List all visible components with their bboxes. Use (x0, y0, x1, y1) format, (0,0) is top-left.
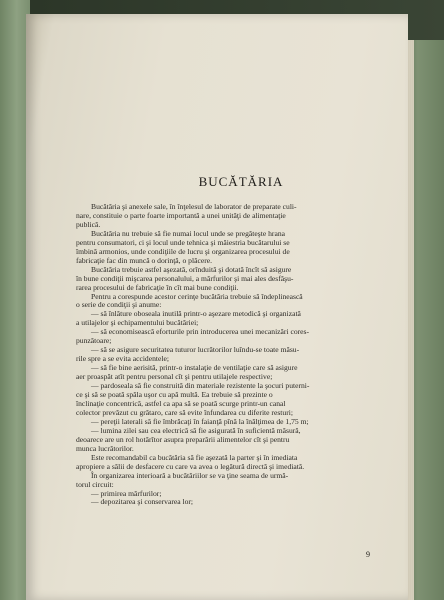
text-line: — depozitarea şi conservarea lor; (91, 497, 194, 507)
text-line: în bune condiţii mişcarea personalului, a mărfurilor şi mai ales desfăşu- (76, 273, 294, 283)
page-content (76, 174, 406, 507)
text-line: — lumina zilei sau cea electrică să fie asigurată în suficientă măsură, (91, 425, 301, 435)
text-line: ce şi să se poată spăla uşor cu apă multă. Ea trebuie să prezinte o (76, 390, 273, 400)
book-page (26, 14, 408, 600)
text-line: — să economisească eforturile prin introducerea unei mecanizări cores- (91, 327, 310, 337)
text-line: — să fie bine aerisită, printr-o instalaţie de ventilaţie care să asigure (91, 363, 298, 373)
text-line: Bucătăria trebuie astfel aşezată, orînduită şi dotată încît să asigure (91, 264, 292, 274)
page-body-text (76, 203, 406, 507)
text-line: — pereţii laterali să fie îmbrăcaţi în faianţă pînă la înălţimea de 1,75 m; (91, 416, 309, 426)
page-title: BUCĂTĂRIA (198, 174, 284, 189)
text-line: — să se asigure securitatea tuturor lucrătorilor luîndu-se toate măsu- (91, 345, 300, 355)
text-line: Bucătăria nu trebuie să fie numai locul unde se pregăteşte hrana (91, 228, 285, 238)
text-line: Pentru a corespunde acestor cerinţe bucătăria trebuie să îndeplinească (91, 291, 303, 301)
page-number: 9 (366, 550, 370, 559)
text-line: aer proaspăt atît pentru personal cît şi pentru utilajele respective; (76, 372, 273, 382)
text-line: punzătoare; (76, 336, 112, 346)
text-line: Bucătăria şi anexele sale, în înţelesul de laborator de preparate culi- (91, 202, 297, 211)
text-line: apropiere a sălii de desfacere cu care va avea o legătură directă şi imediată. (76, 461, 305, 471)
text-line: nare, constituie o parte foarte importantă a unei unităţi de alimentaţie (76, 210, 286, 220)
text-line: rarea procesului de fabricaţie în cît mai bune condiţii. (76, 282, 239, 292)
text-line: — primirea mărfurilor; (91, 488, 162, 498)
text-line: publică. (76, 219, 101, 229)
text-line: fabricaţie fac din muncă o dorinţă, o plăcere. (76, 255, 212, 265)
text-line: rile spre a se evita accidentele; (76, 354, 169, 364)
text-line: torul circuit: (76, 479, 114, 489)
text-line: a utilajelor şi echipamentului bucătăriei; (76, 318, 199, 328)
text-line: colector prevăzut cu grătaro, care să evite înfundarea cu diferite resturi; (76, 407, 293, 417)
text-line: munca lucrătorilor. (76, 443, 134, 453)
text-line: deoarece are un rol hotărîtor asupra preparării alimentelor cît şi pentru (76, 434, 290, 444)
text-line: — pardoseala să fie construită din materiale rezistente la şocuri puterni- (91, 381, 310, 391)
text-line: o serie de condiţii şi anume: (76, 300, 162, 310)
text-line: În organizarea interioară a bucătăriilor se va ţine seama de urmă- (91, 470, 289, 480)
text-line: Este recomandabil ca bucătăria să fie aşezată la parter şi în imediata (91, 452, 298, 462)
text-line: pentru consumatori, ci şi locul unde tehnica şi măiestria bucătarului se (76, 237, 290, 247)
text-line: îmbină armonios, unde condiţiile de lucru şi organizarea procesului de (76, 246, 290, 256)
text-line: — să înlăture oboseala inutilă printr-o aşezare metodică şi organizată (91, 309, 301, 319)
text-line: înclinaţie concentrică, astfel ca apa să se poată scurge printr-un canal (76, 398, 286, 408)
